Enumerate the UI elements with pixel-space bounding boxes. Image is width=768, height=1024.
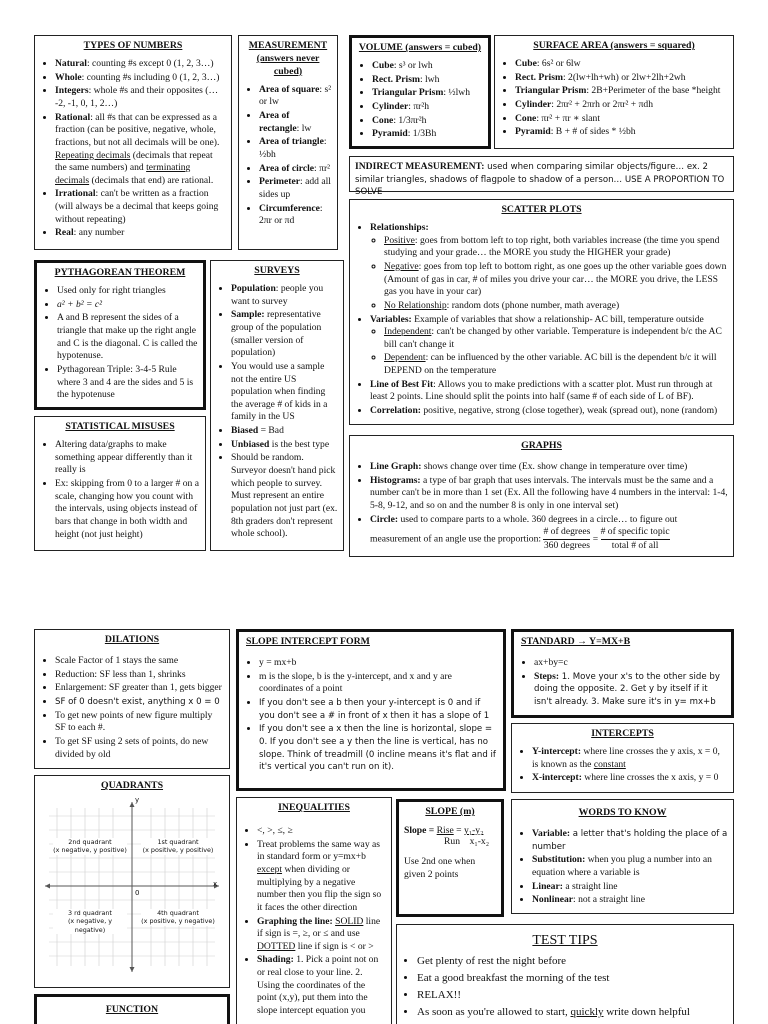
coordinate-plane <box>39 796 225 978</box>
list-item: • Triangular Prism: ½lwh <box>372 87 483 100</box>
intercepts-list <box>517 746 728 785</box>
scatter-plots-box <box>349 199 734 425</box>
list-item: • Cone: πr² + πr ∗ slant <box>515 113 728 126</box>
y-axis-label: y <box>135 796 140 804</box>
list-item: • Area of triangle: ½bh <box>259 136 332 161</box>
slope-intercept-list <box>244 657 498 774</box>
list-item: • Variables: Example of variables that show a relationship- AC bill, temperature outside ◦ Independent: can't be changed by other variable. Temperature is independent b/c the AC bill can't change it ◦ Dependent: can be influenced by the other variable. AC bill is the dependent b/c it will DEPEND on the temperature <box>370 314 728 378</box>
list-item: • Cylinder: πr²h <box>372 101 483 114</box>
list-item: • Altering data/graphs to make something appear differently than it really is <box>55 439 200 477</box>
list-item: • Treat problems the same way as in standard form or y=mx+b except when dividing or multiplying by a negative number then you flip the sign so it faces the other direction <box>257 839 386 915</box>
pythagorean-title: PYTHAGOREAN THEOREM <box>54 267 186 278</box>
volume-title: VOLUME (answers = cubed) <box>358 42 482 53</box>
list-item: • Circumference: 2πr or πd <box>259 203 332 228</box>
words-to-know-box <box>511 799 734 914</box>
graphs-title: GRAPHS <box>521 440 562 451</box>
list-item: • Rect. Prism: lwh <box>372 74 483 87</box>
dilations-list <box>40 655 224 761</box>
dilations-title: DILATIONS <box>104 634 160 645</box>
list-item: • Linear: a straight line <box>532 881 728 894</box>
standard-form-box <box>511 629 734 718</box>
pythagorean-list <box>42 285 198 402</box>
tips-list <box>402 954 728 1021</box>
list-item: • Area of square: s² or lw <box>259 84 332 109</box>
types-of-numbers-title: TYPES OF NUMBERS <box>83 40 183 51</box>
function-title: FUNCTION <box>105 1004 159 1015</box>
list-item: • Triangular Prism: 2B+Perimeter of the base *height <box>515 85 728 98</box>
list-item: • Eat a good breakfast the morning of the test <box>417 971 728 987</box>
list-item: • Enlargement: SF greater than 1, gets bigger <box>55 682 224 695</box>
list-item: • Area of rectangle: lw <box>259 110 332 135</box>
x-axis-label: x <box>213 880 218 888</box>
quadrant-2-label: 2nd quadrant (x negative, y positive) <box>53 838 127 855</box>
list-item: • Perimeter: add all sides up <box>259 176 332 201</box>
inequalities-title: INEQUALITIES <box>278 802 350 813</box>
list-item: • Should be random. Surveyor doesn't hand pick which people to survey. Must represent an entire population not just part (ex. 8th graders don't represent whole school). <box>231 452 338 541</box>
indirect-term: INDIRECT MEASUREMENT: <box>355 161 485 172</box>
list-item: • Substitution: when you plug a number into an equation where a variable is <box>532 854 728 879</box>
list-item: • You would use a sample not the entire US population when finding the average # of kids in a family in the US <box>231 361 338 424</box>
list-item: • Cube: 6s² or 6lw <box>515 58 728 71</box>
surface-area-title: SURFACE AREA (answers = squared) <box>533 40 695 51</box>
quadrant-3-label: 3 rd quadrant (x negative, y negative) <box>53 909 127 934</box>
list-item: • Unbiased is the best type <box>231 439 338 452</box>
list-item: • Integers: whole #s and their opposites (… -2, -1, 0, 1, 2…) <box>55 85 226 110</box>
intercepts-box <box>511 723 734 793</box>
indirect-measurement-box <box>349 156 734 198</box>
words-list <box>517 828 728 907</box>
slope-note: Use 2nd one when given 2 points <box>404 855 476 880</box>
slope-box <box>396 799 504 917</box>
list-item: • Real: any number <box>55 227 226 240</box>
list-item: • Cone: 1/3πr²h <box>372 115 483 128</box>
list-item: • SF of 0 doesn't exist, anything x 0 = 0 <box>55 696 224 709</box>
scatter-list <box>355 222 728 418</box>
surface-area-list <box>500 58 728 139</box>
surface-area-box <box>494 35 734 149</box>
standard-title: STANDARD → Y=MX+B <box>521 636 631 647</box>
list-item: • Y-intercept: where line crosses the y axis, x = 0, is known as the constant <box>532 746 728 771</box>
list-item: • Rect. Prism: 2(lw+lh+wh) or 2lw+2lh+2wh <box>515 72 728 85</box>
dilations-box <box>34 629 230 769</box>
list-item: • <, >, ≤, ≥ <box>257 825 386 838</box>
graphs-list <box>355 461 728 553</box>
list-item: • Pyramid: 1/3Bh <box>372 128 483 141</box>
inequalities-list <box>242 825 386 1018</box>
list-item: • RELAX!! <box>417 988 728 1004</box>
list-item: • Biased = Bad <box>231 425 338 438</box>
list-item: • To get SF using 2 sets of points, do new divided by old <box>55 736 224 761</box>
list-item: • Histograms: a type of bar graph that uses intervals. The intervals must be the same and a number can't be in more than 1 set (Ex. All the following have 4 numbers in the interval: 1-4, 5-8, 9-12, and so on and the number 8 is only in one interval set) <box>370 475 728 513</box>
list-item: ◦ Positive: goes from bottom left to top right, both variables increase (the time you spend studying and your grade… the MORE you study the HIGHER your grade) <box>384 235 728 260</box>
intercepts-title: INTERCEPTS <box>591 728 654 739</box>
list-item: ◦ Dependent: can be influenced by the other variable. AC bill is the dependent b/c it will DEPEND on the temperature <box>384 352 728 377</box>
list-item: • m is the slope, b is the y-intercept, and x and y are coordinates of a point <box>259 671 498 696</box>
list-item: • If you don't see a x then the line is horizontal, slope = 0. If you don't see a y then the line is vertical, has no slope. Think of treadmill (0 incline means it's flat and if it's vertical you can't run on it). <box>259 723 498 774</box>
list-item: • Natural: counting #s except 0 (1, 2, 3…) <box>55 58 226 71</box>
list-item: • ax+by=c <box>534 657 726 670</box>
list-item: • X-intercept: where line crosses the x axis, y = 0 <box>532 772 728 785</box>
list-item: • To get new points of new figure multiply SF to each #. <box>55 710 224 735</box>
proportion-fraction-2: $\frac{\text{\# of specific topic}}{\text{total \# of all}}$ <box>600 526 670 551</box>
types-of-numbers-box <box>34 35 232 250</box>
list-item: • Cylinder: 2πr² + 2πrh or 2πr² + πdh <box>515 99 728 112</box>
list-item: • Scale Factor of 1 stays the same <box>55 655 224 668</box>
words-title: WORDS TO KNOW <box>578 807 667 818</box>
graphs-box <box>349 435 734 557</box>
list-item <box>57 299 198 312</box>
test-tips-title: TEST TIPS <box>532 933 598 948</box>
surveys-list <box>216 283 338 541</box>
proportion-fraction-1: $\frac{\text{\# of degrees}}{\text{360 degrees}}$ <box>543 526 591 551</box>
list-item: • Cube: s³ or lwh <box>372 60 483 73</box>
volume-list <box>357 60 483 141</box>
list-item: • If you don't see a b then your y-intercept is 0 and if you don't see a # in front of x then it has a slope of 1 <box>259 697 498 722</box>
list-item: • Steps: 1. Move your x's to the other side by doing the opposite. 2. Get y by itself if it isn't already. 3. Make sure it's in y= mx+b <box>534 671 726 709</box>
pythagorean-formula: a² + b² = c² <box>57 298 103 310</box>
list-item: • Ex: skipping from 0 to a larger # on a scale, changing how you count with the intervals, using objects instead of bars that change in both width and height (not just height) <box>55 478 200 541</box>
measurement-list <box>244 84 332 228</box>
list-item: • Correlation: positive, negative, strong (close together), weak (spread out), none (random) <box>370 405 728 418</box>
indirect-text: used when comparing similar objects/figure… ex. 2 similar triangles, shadows of flagpole to shadow of a person… <box>355 162 708 185</box>
scatter-plots-title: SCATTER PLOTS <box>501 204 582 215</box>
slope-intercept-box <box>236 629 506 791</box>
surveys-box <box>210 260 344 551</box>
list-item: • A and B represent the sides of a triangle that make up the right angle and C is the diagonal. C is called the hypotenuse. <box>57 312 198 363</box>
list-item: • Irrational: can't be written as a fraction (will always be a decimal that keeps going without repeating) <box>55 188 226 226</box>
measurement-title: MEASUREMENT (answers never cubed) <box>248 40 328 77</box>
list-item: • Circle: used to compare parts to a whole. 360 degrees in a circle… to figure out measurement of an angle use the proportion: $\frac{\text{\# of degrees}}{\text{360 degrees}}$ = $\frac{\text{\# of specific topic}}{\text{total \# of all}}$ <box>370 514 728 553</box>
slope-formula: Slope = Rise = y₁-y₂ Run x₁-x₂ <box>404 824 490 848</box>
list-item: • Relationships: ◦ Positive: goes from bottom left to top right, both variables increase (the time you spend studying and your grade… the MORE you study the HIGHER your grade) ◦ Negative: goes from top left to bottom right, as one goes up the other variable goes down (Amount of gas in car, # of miles you drive your car… the MORE you drive, the LESS gas you have in your car) ◦ No Relationship: random dots (phone number, math average) <box>370 222 728 313</box>
list-item: • Graphing the line: SOLID line if sign is =, ≥, or ≤ and use DOTTED line if sign is < or > <box>257 916 386 954</box>
misuses-list <box>40 439 200 541</box>
function-box <box>34 994 230 1024</box>
statistical-misuses-title: STATISTICAL MISUSES <box>65 421 175 432</box>
list-item: • Sample: representative group of the population (smaller version of population) <box>231 309 338 360</box>
list-item: • Line of Best Fit: Allows you to make predictions with a scatter plot. Must run through at least 2 points. Line should split the points into half (same # of each side of L of BF). <box>370 379 728 404</box>
statistical-misuses-box <box>34 416 206 551</box>
origin-label: 0 <box>135 889 140 897</box>
list-item: ◦ Independent: can't be changed by other variable. Temperature is independent b/c the AC bill can't change it <box>384 326 728 351</box>
list-item: • Rational: all #s that can be expressed as a fraction (can be positive, negative, whole, fractions, but not all decimals will be one). Repeating decimals (decimals that repeat the same numbers) and terminating decimals (decimals that end) are rational. <box>55 112 226 188</box>
list-item: • Area of circle: πr² <box>259 163 332 176</box>
list-item: • Pyramid: B + # of sides * ½bh <box>515 126 728 139</box>
list-item: • Whole: counting #s including 0 (1, 2, 3…) <box>55 72 226 85</box>
types-of-numbers-list <box>40 58 226 240</box>
pythagorean-box <box>34 260 206 410</box>
quadrants-box <box>34 775 230 988</box>
quadrant-1-label: 1st quadrant (x positive, y positive) <box>142 838 214 855</box>
indirect-emph: USE A PROPORTION TO SOLVE <box>355 174 725 198</box>
list-item: • Reduction: SF less than 1, shrinks <box>55 669 224 682</box>
quadrant-4-label: 4th quadrant (x positive, y negative) <box>141 909 215 926</box>
list-item: • Pythagorean Triple: 3-4-5 Rule where 3 and 4 are the sides and 5 is the hypotenuse <box>57 364 198 402</box>
list-item: • y = mx+b <box>259 657 498 670</box>
list-item: ◦ No Relationship: random dots (phone number, math average) <box>384 300 728 313</box>
slope-intercept-title: SLOPE INTERCEPT FORM <box>246 636 370 647</box>
list-item: • Get plenty of rest the night before <box>417 954 728 970</box>
list-item: • Population: people you want to survey <box>231 283 338 308</box>
list-item: • Variable: a letter that's holding the place of a number <box>532 828 728 853</box>
list-item: • Nonlinear: not a straight line <box>532 894 728 907</box>
measurement-box <box>238 35 338 250</box>
list-item: • As soon as you're allowed to start, quickly write down helpful <box>417 1005 728 1021</box>
list-item: • Used only for right triangles <box>57 285 198 298</box>
volume-box <box>349 35 491 149</box>
inequalities-box <box>236 797 392 1024</box>
quadrants-title: QUADRANTS <box>100 780 164 791</box>
slope-title: SLOPE (m) <box>425 806 475 817</box>
standard-list <box>519 657 726 709</box>
list-item: • Shading: 1. Pick a point not on or real close to your line. 2. Using the coordinates of the point (x,y), put them into the slope intercept equation you <box>257 954 386 1017</box>
surveys-title: SURVEYS <box>254 265 300 276</box>
list-item: • Line Graph: shows change over time (Ex. show change in temperature over time) <box>370 461 728 474</box>
list-item: ◦ Negative: goes from top left to bottom right, as one goes up the other variable goes down (Amount of gas in car, # of miles you drive your car… the MORE you drive, the LESS gas you have in your car) <box>384 261 728 299</box>
test-tips-box <box>396 924 734 1024</box>
